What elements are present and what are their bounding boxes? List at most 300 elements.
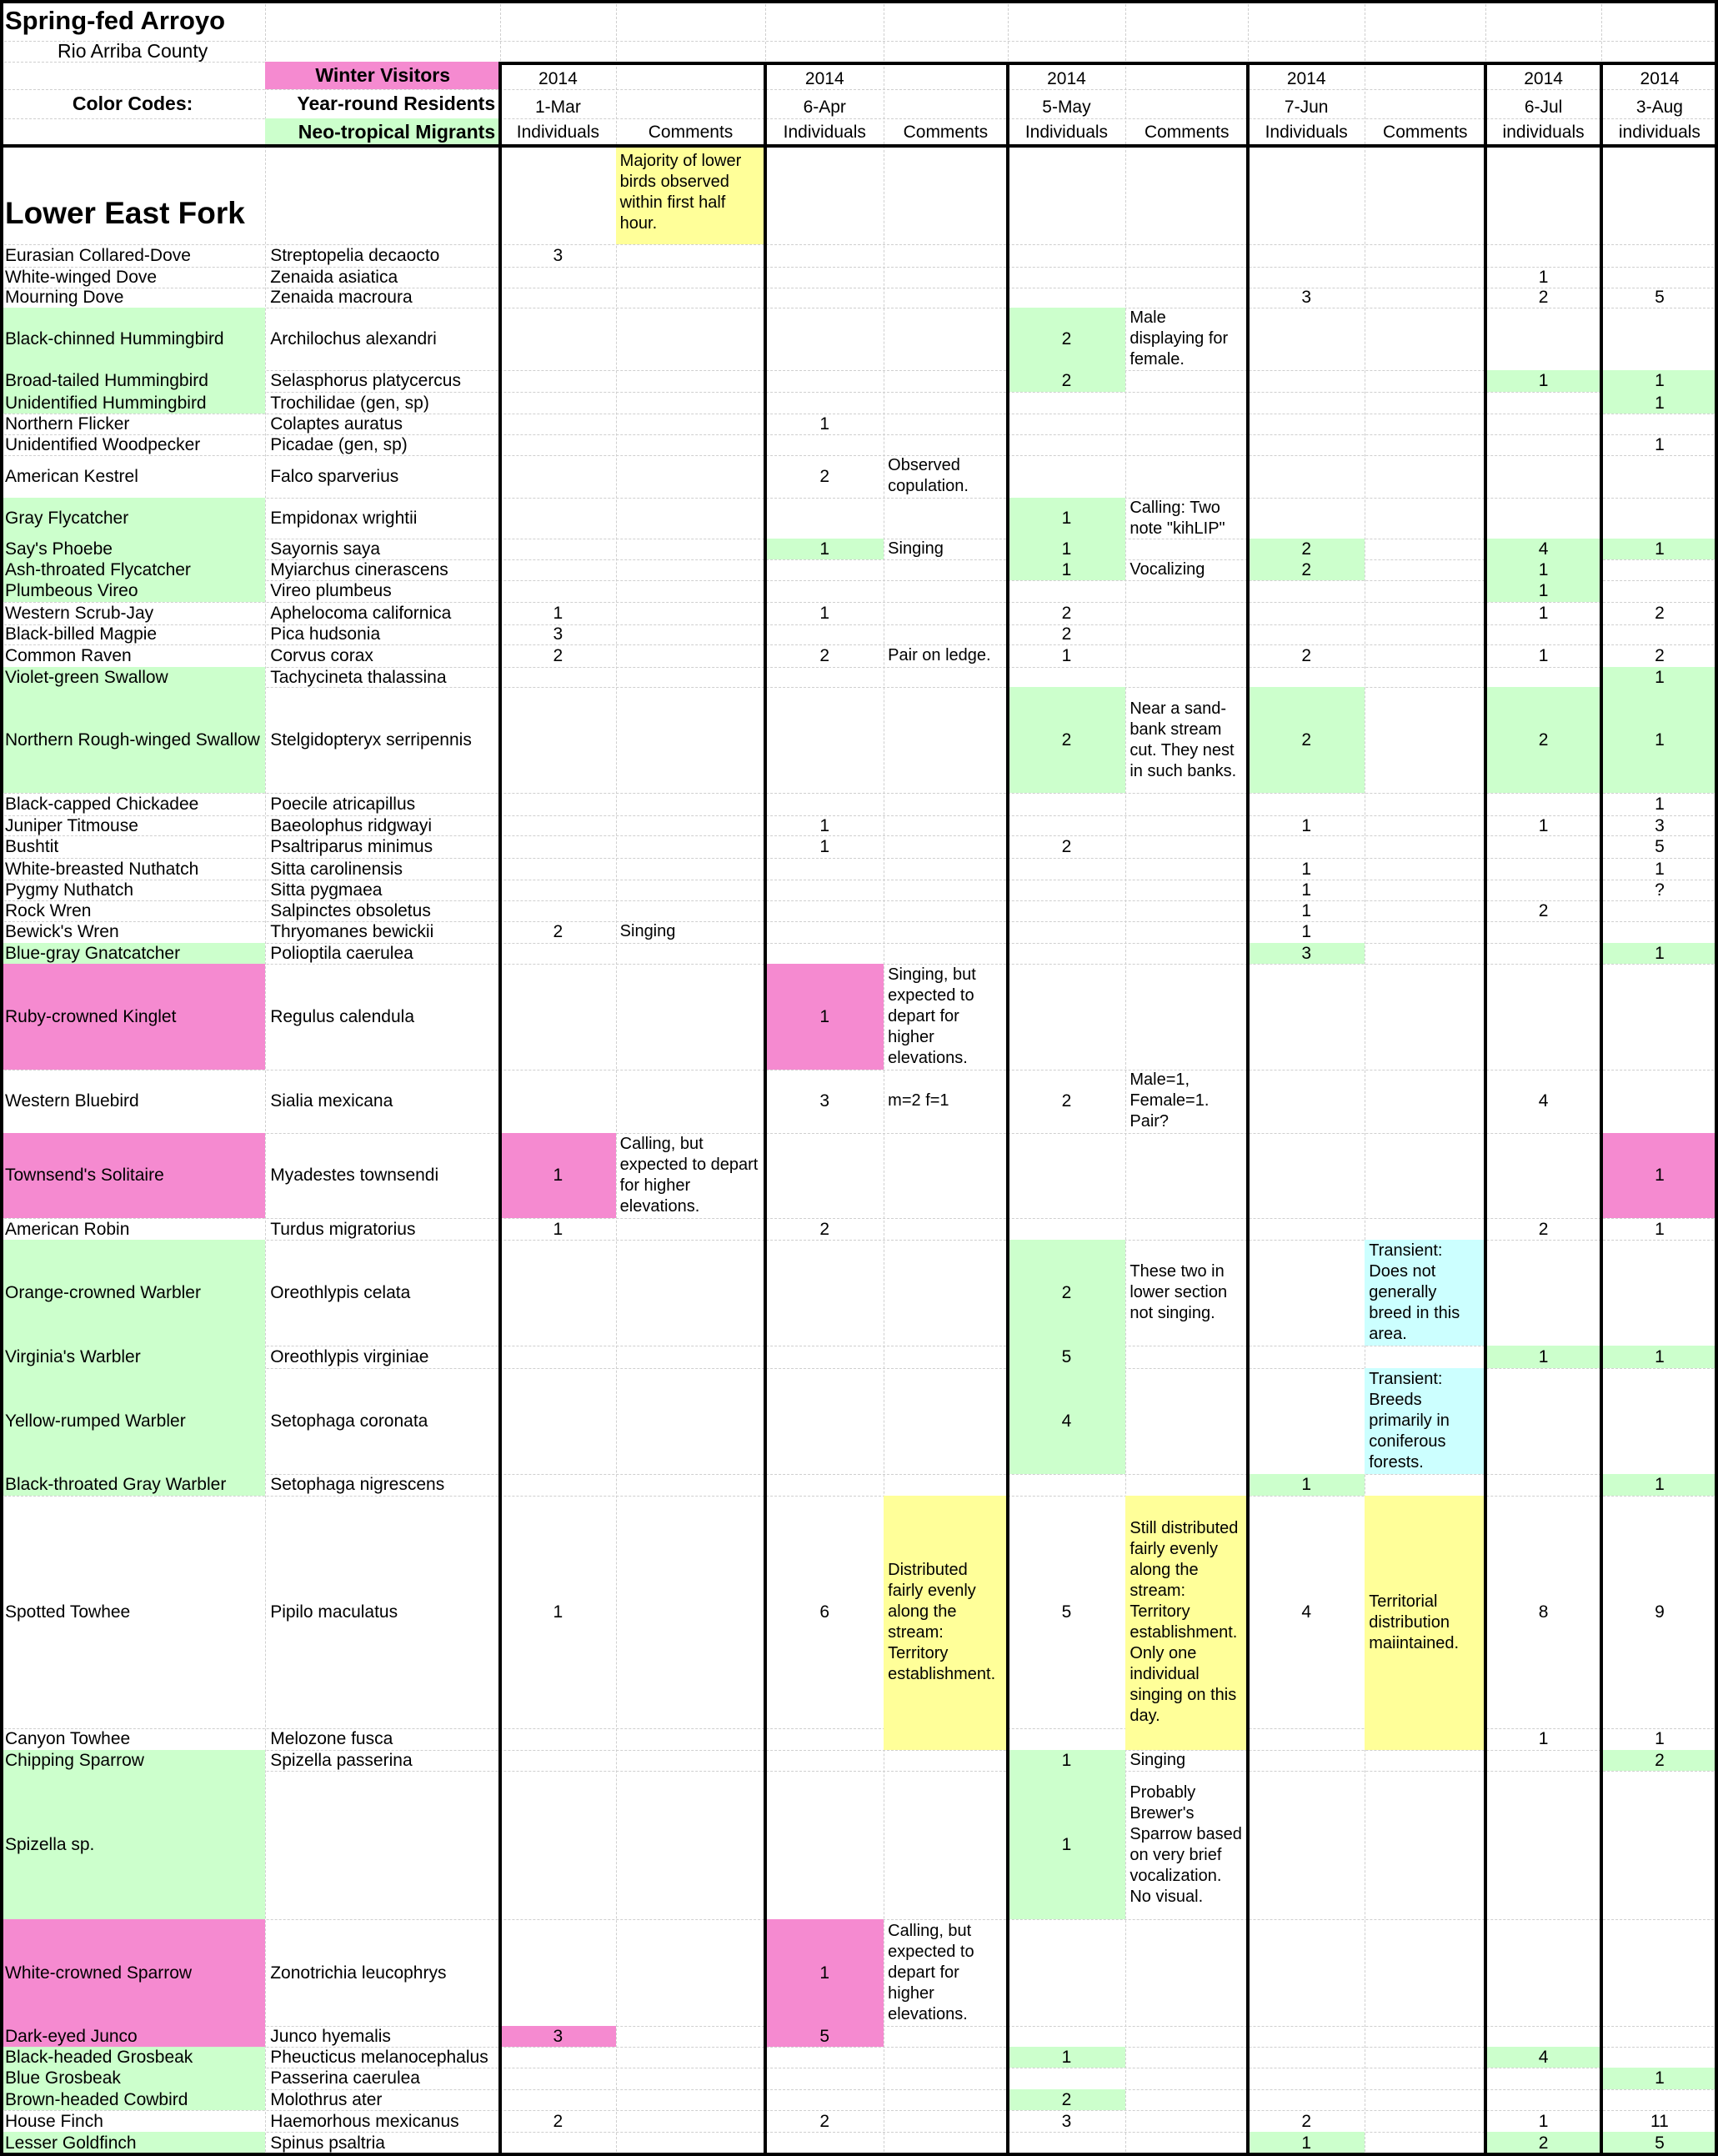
individuals-count	[1601, 900, 1718, 921]
individuals-count	[1601, 498, 1718, 539]
species-common-name: Western Bluebird	[5, 1091, 139, 1111]
species-common-name: Spotted Towhee	[5, 1602, 131, 1622]
individuals-count	[765, 921, 884, 943]
individuals-count	[1248, 1133, 1365, 1218]
individuals-count	[1008, 858, 1126, 880]
individuals-count	[500, 267, 615, 288]
species-scientific-name: Archilochus alexandri	[270, 328, 437, 348]
individuals-count: 2	[1301, 645, 1312, 665]
individuals-count	[765, 793, 884, 815]
individuals-count	[1248, 1728, 1365, 1750]
species-common-name: Bushtit	[5, 837, 59, 857]
individuals-count: 2	[1008, 370, 1126, 392]
species-common-name: Juniper Titmouse	[5, 815, 138, 835]
individuals-count: 2	[819, 2111, 830, 2131]
species-scientific-name: Sayornis saya	[270, 539, 381, 559]
individuals-count: 5	[1601, 2132, 1718, 2153]
individuals-count: 5	[1061, 1602, 1072, 1622]
survey-column-divider	[1006, 62, 1009, 2156]
species-scientific-name: Oreothlypis virginiae	[270, 1346, 429, 1366]
species-scientific-name	[265, 1771, 500, 1919]
individuals-count: ?	[1655, 880, 1665, 900]
individuals-count	[1248, 1240, 1365, 1346]
individuals-count	[1485, 308, 1600, 369]
species-common-name: Northern Rough-winged Swallow	[0, 687, 265, 793]
individuals-count	[1008, 392, 1126, 414]
individuals-count: 1	[1061, 645, 1072, 665]
individuals-count	[1601, 624, 1718, 645]
individuals-count	[500, 1771, 615, 1919]
individuals-count	[765, 2132, 884, 2153]
individuals-count: 1	[1485, 1346, 1600, 1367]
individuals-count	[500, 943, 615, 964]
survey-year: 2014	[1640, 69, 1680, 89]
individuals-count: 3	[1248, 943, 1365, 964]
individuals-count	[1485, 943, 1600, 964]
individuals-count: 1	[1301, 859, 1312, 879]
individuals-count	[1601, 1919, 1718, 2027]
intro-comment: Majority of lower birds observed within first half hour.	[616, 146, 766, 245]
individuals-count: 1	[1655, 434, 1665, 454]
individuals-count	[1601, 2047, 1718, 2068]
individuals-count: 8	[1538, 1602, 1549, 1622]
individuals-count	[1008, 1474, 1126, 1496]
individuals-count	[500, 559, 615, 580]
individuals-header: individuals	[1502, 122, 1585, 142]
individuals-count	[1248, 580, 1365, 602]
individuals-count	[1008, 880, 1126, 900]
individuals-count	[1248, 964, 1365, 1070]
individuals-count	[500, 1919, 615, 2027]
individuals-count: 1	[1601, 1346, 1718, 1367]
individuals-count	[1248, 244, 1365, 266]
individuals-count	[1248, 793, 1365, 815]
individuals-count: 1	[1538, 815, 1549, 835]
header-divider	[0, 144, 1718, 148]
individuals-count	[765, 1368, 884, 1474]
survey-column-divider	[1600, 62, 1603, 2156]
species-scientific-name: Zonotrichia leucophrys	[270, 1963, 447, 1983]
individuals-count: 1	[1301, 900, 1312, 920]
observation-comment: Transient: Breeds primarily in coniferous forests.	[1365, 1368, 1485, 1474]
species-common-name: House Finch	[5, 2111, 103, 2131]
individuals-count: 6	[819, 1602, 830, 1622]
individuals-count	[765, 943, 884, 964]
individuals-count	[765, 288, 884, 308]
survey-date: 1-Mar	[534, 97, 581, 117]
comments-header: Comments	[1383, 122, 1468, 142]
individuals-count: 2	[1061, 1091, 1072, 1111]
individuals-count: 2	[1655, 603, 1665, 623]
individuals-count	[1485, 498, 1600, 539]
species-common-name: Brown-headed Cowbird	[0, 2089, 265, 2110]
individuals-count	[1008, 2132, 1126, 2153]
individuals-count	[500, 434, 615, 455]
individuals-count	[765, 308, 884, 369]
individuals-count	[1601, 1368, 1718, 1474]
species-scientific-name: Junco hyemalis	[270, 2027, 391, 2047]
individuals-count: 2	[1485, 2132, 1600, 2153]
individuals-header: Individuals	[783, 122, 866, 142]
species-scientific-name: Falco sparverius	[270, 466, 399, 486]
individuals-count	[1601, 2026, 1718, 2047]
individuals-count: 2	[1485, 687, 1600, 793]
survey-year: 2014	[1047, 69, 1086, 89]
individuals-count	[500, 498, 615, 539]
species-common-name: Lesser Goldfinch	[0, 2132, 265, 2153]
observation-comment: Distributed fairly evenly along the stream: Territory establishment.	[884, 1496, 1007, 1750]
individuals-count: 1	[553, 1602, 563, 1622]
species-scientific-name: Thryomanes bewickii	[270, 922, 434, 942]
species-scientific-name: Haemorhous mexicanus	[270, 2111, 459, 2131]
individuals-count	[1601, 414, 1718, 434]
individuals-count	[500, 1346, 615, 1367]
individuals-count	[500, 2068, 615, 2089]
outer-border-bottom	[0, 2153, 1718, 2156]
comments-header: Comments	[903, 122, 989, 142]
species-scientific-name: Baeolophus ridgwayi	[270, 815, 432, 835]
individuals-count	[500, 455, 615, 498]
individuals-count	[765, 434, 884, 455]
species-common-name: Ruby-crowned Kinglet	[0, 964, 265, 1070]
individuals-count	[765, 2068, 884, 2089]
individuals-count	[1008, 434, 1126, 455]
individuals-count	[1008, 267, 1126, 288]
individuals-count	[765, 1133, 884, 1218]
individuals-count	[1485, 455, 1600, 498]
individuals-count	[1008, 2026, 1126, 2047]
individuals-count	[1008, 288, 1126, 308]
comments-header: Comments	[1144, 122, 1230, 142]
individuals-count	[765, 1346, 884, 1367]
individuals-count	[1485, 835, 1600, 857]
individuals-count	[1485, 1368, 1600, 1474]
species-common-name: Townsend's Solitaire	[0, 1133, 265, 1218]
individuals-count: 4	[1485, 539, 1600, 559]
individuals-count	[1601, 580, 1718, 602]
comments-header: Comments	[648, 122, 734, 142]
individuals-count	[1485, 414, 1600, 434]
species-scientific-name: Salpinctes obsoletus	[270, 900, 431, 920]
individuals-count	[1248, 1218, 1365, 1240]
species-common-name: Unidentified Hummingbird	[0, 392, 265, 414]
individuals-count: 3	[1301, 288, 1312, 308]
individuals-count: 3	[553, 624, 563, 644]
species-scientific-name: Melozone fusca	[270, 1729, 393, 1749]
individuals-count: 1	[819, 815, 830, 835]
individuals-count	[500, 858, 615, 880]
individuals-count: 2	[1008, 2089, 1126, 2110]
survey-date: 3-Aug	[1635, 97, 1683, 117]
individuals-count: 4	[1008, 1368, 1126, 1474]
individuals-count: 1	[1485, 580, 1600, 602]
individuals-count	[1485, 244, 1600, 266]
individuals-count: 1	[1655, 1219, 1665, 1239]
individuals-count	[1485, 880, 1600, 900]
individuals-count: 2	[1061, 624, 1072, 644]
individuals-count	[500, 964, 615, 1070]
individuals-header: Individuals	[1265, 122, 1348, 142]
individuals-count	[1248, 1346, 1365, 1367]
individuals-count: 2	[819, 1219, 830, 1239]
individuals-count	[1008, 793, 1126, 815]
observation-comment: Calling: Two note "kihLIP"	[1129, 498, 1225, 538]
survey-column-divider	[1484, 62, 1487, 2156]
individuals-count	[1008, 1728, 1126, 1750]
individuals-count	[500, 1474, 615, 1496]
individuals-count	[1485, 2089, 1600, 2110]
individuals-count: 2	[1008, 687, 1126, 793]
individuals-count	[765, 498, 884, 539]
species-scientific-name: Aphelocoma californica	[270, 603, 452, 623]
species-scientific-name: Tachycineta thalassina	[270, 667, 447, 687]
individuals-count: 1	[1538, 645, 1549, 665]
individuals-count: 1	[819, 414, 830, 434]
individuals-count	[1008, 1218, 1126, 1240]
individuals-count	[1008, 414, 1126, 434]
individuals-count	[1485, 624, 1600, 645]
individuals-count	[1601, 2089, 1718, 2110]
individuals-count: 1	[819, 603, 830, 623]
individuals-count	[765, 1240, 884, 1346]
individuals-count	[1485, 964, 1600, 1070]
individuals-count	[765, 1728, 884, 1750]
individuals-count: 1	[1655, 795, 1665, 815]
individuals-count	[1601, 921, 1718, 943]
legend-year-round-residents: Year-round Residents	[297, 92, 496, 114]
individuals-count	[500, 308, 615, 369]
individuals-count	[1248, 455, 1365, 498]
individuals-count	[500, 900, 615, 921]
individuals-count: 1	[1008, 1750, 1126, 1771]
individuals-count	[1485, 1474, 1600, 1496]
observation-comment: m=2 f=1	[888, 1091, 949, 1111]
individuals-count	[1008, 964, 1126, 1070]
individuals-count: 4	[1485, 2047, 1600, 2068]
individuals-count	[500, 835, 615, 857]
individuals-count	[500, 1240, 615, 1346]
individuals-count	[1248, 1771, 1365, 1919]
individuals-count: 9	[1655, 1602, 1665, 1622]
observation-comment: Singing	[888, 539, 944, 559]
individuals-count	[1485, 858, 1600, 880]
individuals-count: 11	[1650, 2111, 1669, 2131]
observation-comment: Vocalizing	[1129, 559, 1205, 579]
individuals-count: 1	[1538, 267, 1549, 287]
species-scientific-name: Poecile atricapillus	[270, 795, 416, 815]
species-common-name: Western Scrub-Jay	[5, 603, 154, 623]
species-scientific-name: Selasphorus platycercus	[270, 371, 461, 391]
species-scientific-name: Stelgidopteryx serripennis	[270, 730, 472, 750]
species-common-name: Spizella sp.	[0, 1771, 265, 1919]
observation-comment: Male=1, Female=1. Pair?	[1129, 1070, 1210, 1131]
survey-column-divider	[764, 62, 767, 2156]
observation-comment: These two in lower section not singing.	[1129, 1262, 1228, 1323]
individuals-count	[500, 815, 615, 836]
individuals-count	[500, 1368, 615, 1474]
observation-comment: Singing	[1129, 1750, 1186, 1769]
individuals-count	[1248, 498, 1365, 539]
individuals-count	[765, 370, 884, 392]
species-scientific-name: Pica hudsonia	[270, 624, 381, 644]
species-scientific-name: Spizella passerina	[270, 1750, 413, 1770]
individuals-count: 1	[1601, 370, 1718, 392]
individuals-count	[765, 667, 884, 688]
individuals-count	[765, 624, 884, 645]
individuals-count: 2	[1061, 837, 1072, 857]
species-common-name: Plumbeous Vireo	[0, 580, 265, 602]
species-common-name: Black-billed Magpie	[5, 624, 158, 644]
individuals-count: 1	[1008, 498, 1126, 539]
species-common-name: White-winged Dove	[5, 267, 158, 287]
species-scientific-name: Streptopelia decaocto	[270, 246, 440, 266]
survey-date: 6-Jul	[1524, 97, 1563, 117]
individuals-count	[1601, 1240, 1718, 1346]
species-common-name: Eurasian Collared-Dove	[5, 246, 191, 266]
species-scientific-name: Empidonax wrightii	[270, 509, 418, 529]
species-scientific-name: Spinus psaltria	[270, 2133, 385, 2153]
individuals-count	[500, 2047, 615, 2068]
individuals-count: 2	[553, 645, 563, 665]
individuals-count	[1485, 1133, 1600, 1218]
species-scientific-name: Sitta pygmaea	[270, 880, 383, 900]
individuals-count: 1	[1538, 603, 1549, 623]
individuals-count	[500, 288, 615, 308]
individuals-count	[1248, 308, 1365, 369]
individuals-count	[500, 2089, 615, 2110]
species-scientific-name: Turdus migratorius	[270, 1219, 416, 1239]
individuals-count: 1	[1601, 392, 1718, 414]
species-common-name: American Robin	[5, 1219, 130, 1239]
species-common-name: Common Raven	[5, 645, 132, 665]
individuals-count	[765, 1474, 884, 1496]
column-gridline	[616, 0, 617, 2156]
observation-comment: Calling, but expected to depart for higher elevations.	[619, 1134, 759, 1216]
individuals-count	[500, 687, 615, 793]
individuals-count	[1008, 900, 1126, 921]
observation-comment: Transient: Does not generally breed in this area.	[1365, 1240, 1485, 1346]
individuals-count	[500, 1750, 615, 1771]
individuals-count: 1	[1601, 667, 1718, 688]
individuals-count: 2	[1008, 308, 1126, 369]
species-common-name: Broad-tailed Hummingbird	[0, 370, 265, 392]
species-common-name: Orange-crowned Warbler	[0, 1240, 265, 1346]
individuals-count: 5	[765, 2026, 884, 2047]
individuals-count: 3	[1061, 2111, 1072, 2131]
individuals-count: 1	[1601, 1133, 1718, 1218]
legend-neotropical-migrants: Neo-tropical Migrants	[265, 118, 500, 146]
species-common-name: Gray Flycatcher	[0, 498, 265, 539]
individuals-count	[1485, 667, 1600, 688]
individuals-count	[765, 1771, 884, 1919]
individuals-count: 5	[1008, 1346, 1126, 1367]
individuals-header: Individuals	[1024, 122, 1109, 142]
individuals-count: 1	[1655, 1729, 1665, 1749]
individuals-count: 4	[1538, 1091, 1549, 1111]
species-common-name: Blue-gray Gnatcatcher	[0, 943, 265, 964]
species-common-name: Bewick's Wren	[5, 922, 119, 942]
survey-date: 5-May	[1042, 97, 1091, 117]
individuals-count: 2	[553, 922, 563, 942]
individuals-count	[1485, 1919, 1600, 2027]
individuals-count	[1248, 392, 1365, 414]
individuals-count: 1	[1008, 1771, 1126, 1919]
species-scientific-name: Regulus calendula	[270, 1006, 414, 1026]
individuals-count	[1248, 2026, 1365, 2047]
individuals-count	[500, 539, 615, 559]
species-scientific-name: Colaptes auratus	[270, 414, 403, 434]
species-common-name: White-breasted Nuthatch	[5, 859, 199, 879]
individuals-count	[1248, 2047, 1365, 2068]
species-common-name: White-crowned Sparrow	[0, 1919, 265, 2027]
survey-date: 6-Apr	[803, 97, 846, 117]
observation-comment: Territorial distribution maiintained.	[1365, 1496, 1485, 1750]
individuals-count: 1	[1301, 880, 1312, 900]
individuals-count	[500, 370, 615, 392]
individuals-count	[1248, 667, 1365, 688]
species-common-name: Black-headed Grosbeak	[0, 2047, 265, 2068]
survey-year: 2014	[1286, 69, 1326, 89]
survey-column-divider	[1246, 62, 1250, 2156]
individuals-count: 5	[1655, 837, 1665, 857]
individuals-count: 1	[1601, 1474, 1718, 1496]
individuals-count: 2	[1538, 900, 1549, 920]
individuals-count	[500, 414, 615, 434]
individuals-count	[1485, 434, 1600, 455]
species-common-name: Virginia's Warbler	[0, 1346, 265, 1367]
species-common-name: Black-chinned Hummingbird	[0, 308, 265, 369]
individuals-count	[1485, 392, 1600, 414]
individuals-count: 1	[1601, 687, 1718, 793]
species-common-name: Say's Phoebe	[0, 539, 265, 559]
observation-comment: Male displaying for female.	[1129, 308, 1229, 369]
individuals-count: 1	[1301, 815, 1312, 835]
individuals-count: 3	[1655, 815, 1665, 835]
individuals-count: 1	[765, 539, 884, 559]
observation-comment: Pair on ledge.	[888, 645, 991, 664]
individuals-count	[1248, 835, 1365, 857]
observation-comment: Singing, but expected to depart for higher elevations.	[888, 965, 976, 1067]
individuals-header: Individuals	[516, 122, 600, 142]
species-common-name: Canyon Towhee	[5, 1729, 131, 1749]
individuals-count	[1248, 434, 1365, 455]
individuals-count	[500, 1728, 615, 1750]
individuals-count	[1601, 455, 1718, 498]
individuals-count	[500, 880, 615, 900]
species-common-name: American Kestrel	[5, 466, 138, 486]
individuals-count: 1	[1485, 559, 1600, 580]
species-common-name: Dark-eyed Junco	[0, 2026, 265, 2047]
individuals-count	[1485, 2068, 1600, 2089]
individuals-count	[1008, 580, 1126, 602]
individuals-count: 1	[1301, 922, 1312, 942]
observation-comment: Probably Brewer's Sparrow based on very brief vocalization. No visual.	[1129, 1782, 1242, 1906]
species-scientific-name: Oreothlypis celata	[270, 1283, 411, 1303]
species-scientific-name: Myiarchus cinerascens	[270, 559, 448, 579]
survey-column-divider	[498, 62, 502, 2156]
individuals-count: 1	[1601, 2068, 1718, 2089]
species-scientific-name: Vireo plumbeus	[270, 581, 392, 601]
individuals-count	[1008, 455, 1126, 498]
individuals-count: 2	[819, 645, 830, 665]
species-scientific-name: Pipilo maculatus	[270, 1602, 398, 1622]
individuals-count: 1	[1248, 1474, 1365, 1496]
individuals-count: 1	[819, 837, 830, 857]
legend-winter-visitors: Winter Visitors	[265, 62, 500, 89]
species-scientific-name: Setophaga nigrescens	[270, 1475, 445, 1495]
species-common-name: Chipping Sparrow	[0, 1750, 265, 1771]
individuals-count: 1	[1008, 539, 1126, 559]
